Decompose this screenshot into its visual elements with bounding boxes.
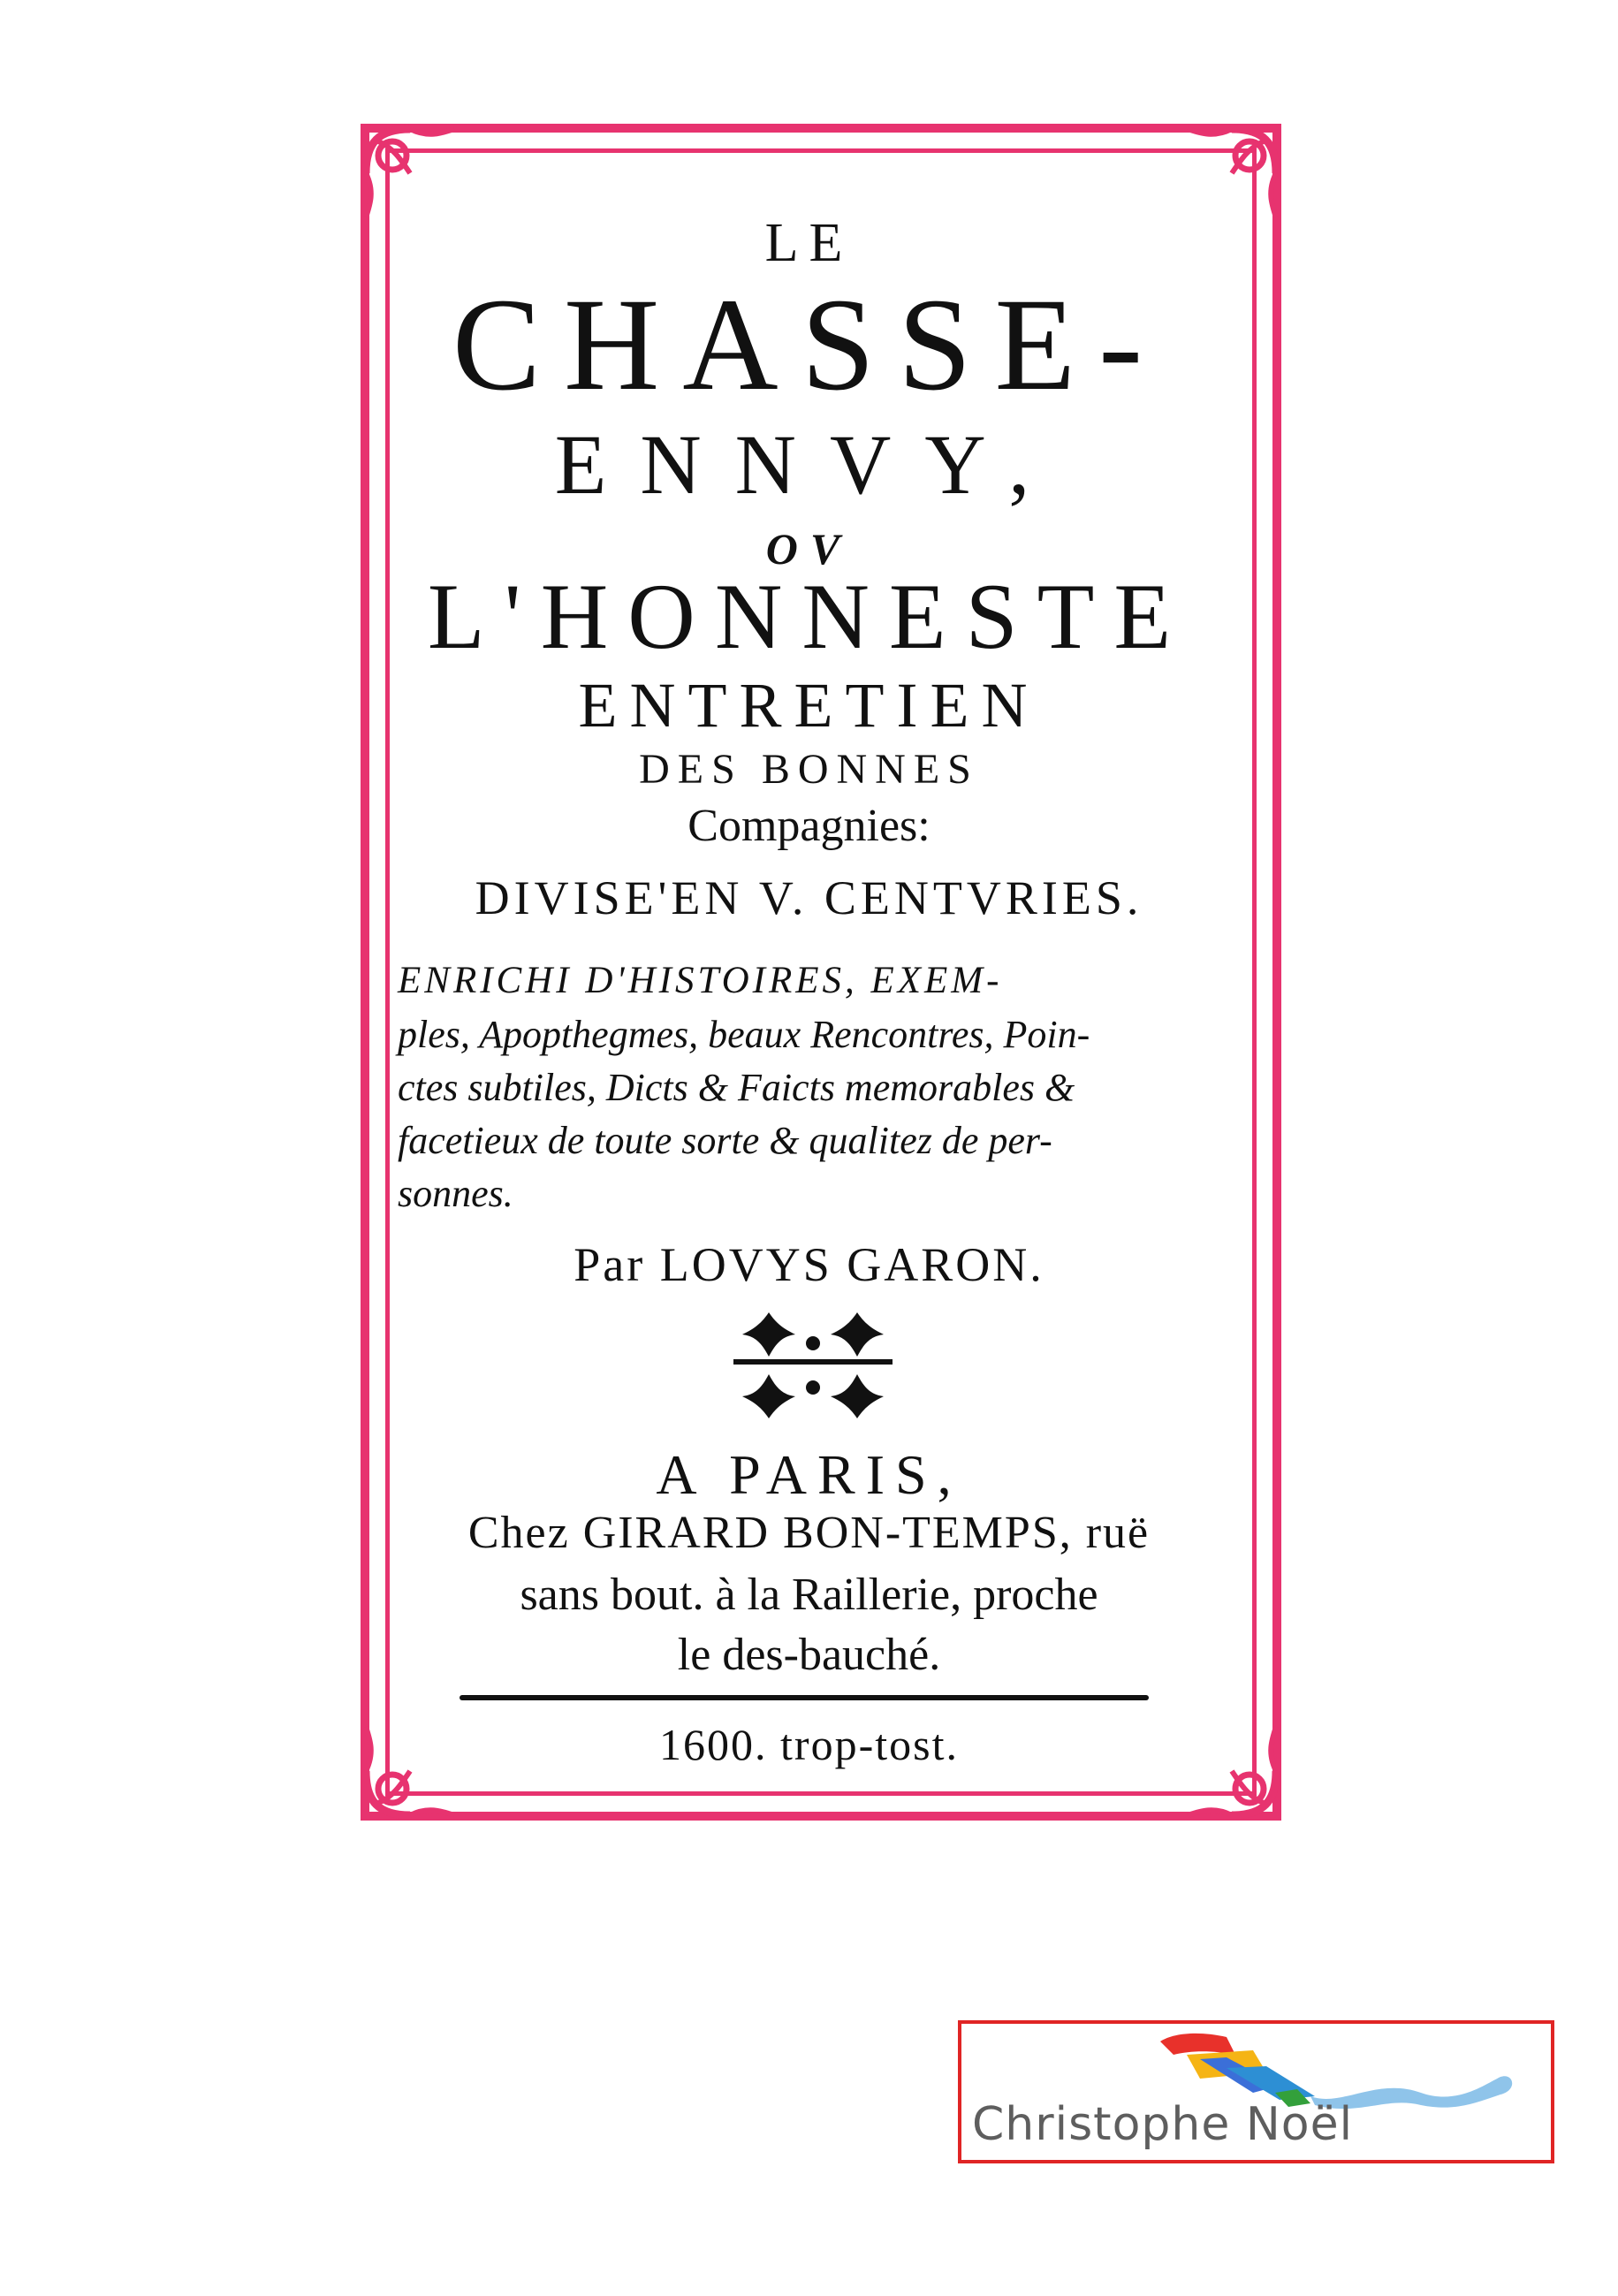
- enrichi-line: sonnes.: [398, 1172, 513, 1215]
- title-line-le: LE: [764, 213, 854, 273]
- title-line-ou: OV: [765, 524, 853, 574]
- title-line-compagnies: Compagnies:: [687, 801, 931, 851]
- corner-ornament-icon: [1179, 120, 1285, 226]
- title-line-ennuy: ENNVY,: [554, 417, 1064, 512]
- fleuron-icon: [725, 1308, 901, 1423]
- enrichi-line: ctes subtiles, Dicts & Faicts memorables &: [398, 1066, 1075, 1109]
- publisher-line: Chez GIRARD BON-TEMPS, ruë: [467, 1508, 1151, 1558]
- corner-ornament-icon: [357, 120, 463, 226]
- date-line: 1600. trop-tost.: [659, 1720, 959, 1769]
- title-line-honneste: L'HONNESTE: [427, 565, 1191, 668]
- christophe-noel-logo: [958, 2020, 1554, 2163]
- divider-rule: [460, 1695, 1149, 1700]
- logo-name: Christophe Noël: [972, 2098, 1354, 2151]
- enrichi-line: ples, Apopthegmes, beaux Rencontres, Poin-: [398, 1013, 1090, 1056]
- title-line-des-bonnes: DES BONNES: [639, 746, 979, 793]
- enrichi-line: ENRICHI D'HISTOIRES, EXEM-: [398, 960, 1003, 1001]
- title-line-entretien: ENTRETIEN: [578, 670, 1040, 741]
- place-line: A PARIS,: [656, 1443, 962, 1506]
- publisher-line: le des-bauché.: [677, 1630, 941, 1680]
- author-line: Par LOVYS GARON.: [574, 1238, 1044, 1291]
- title-line-chasse: CHASSE-: [452, 271, 1166, 418]
- enrichi-line: facetieux de toute sorte & qualitez de per-: [398, 1119, 1052, 1162]
- title-line-divise: DIVISE'EN V. CENTVRIES.: [475, 871, 1143, 924]
- publisher-line: sans bout. à la Raillerie, proche: [520, 1570, 1098, 1620]
